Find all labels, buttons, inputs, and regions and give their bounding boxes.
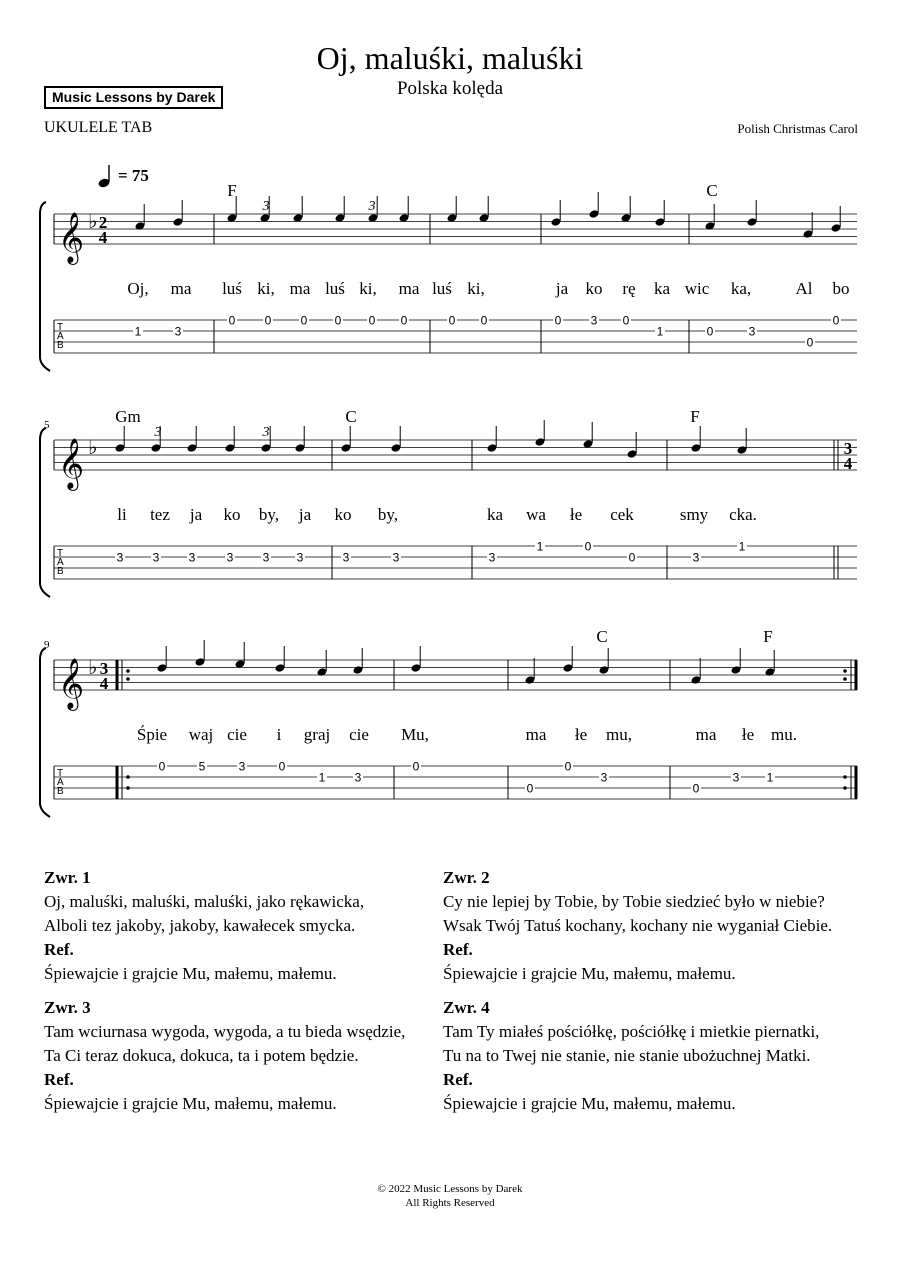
lyric-syllable: ko	[334, 505, 352, 524]
tab-fret-number: 3	[590, 313, 598, 328]
lyric-syllable: ja	[189, 505, 203, 524]
tempo-value: = 75	[118, 166, 149, 185]
tab-fret-number: 1	[738, 539, 746, 554]
lyric-syllable: ma	[289, 279, 311, 298]
tab-clef-letter: T	[57, 768, 64, 779]
repeat-dot	[126, 786, 130, 790]
tab-fret-number: 0	[448, 313, 456, 328]
lyric-syllable: Oj,	[127, 279, 149, 298]
lyric-syllable: Śpie	[136, 725, 168, 744]
verse-line: Oj, maluśki, maluśki, maluśki, jako rękawicka,	[44, 892, 365, 911]
tab-fret-number: 3	[748, 324, 756, 339]
tab-fret-number: 3	[600, 770, 608, 785]
triplet-mark: 3	[262, 199, 270, 214]
tab-fret-number: 3	[392, 550, 400, 565]
refrain-line: Śpiewajcie i grajcie Mu, małemu, małemu.	[44, 1094, 337, 1113]
repeat-dot	[843, 669, 847, 673]
repeat-dot	[126, 669, 130, 673]
lyric-syllable: smy	[679, 505, 709, 524]
tab-clef-letter: B	[57, 340, 64, 351]
tab-fret-number: 0	[806, 335, 814, 350]
verse-line: Tu na to Twej nie stanie, nie stanie ubożuchnej Matki.	[443, 1046, 811, 1065]
lyric-syllable: luś	[432, 279, 452, 298]
chord-symbol: F	[690, 407, 700, 426]
tab-fret-number: 3	[296, 550, 304, 565]
repeat-dot	[843, 677, 847, 681]
tab-fret-number: 0	[628, 550, 636, 565]
tab-fret-number: 5	[198, 759, 206, 774]
chord-symbol: C	[596, 627, 608, 646]
lyric-syllable: ma	[695, 725, 717, 744]
footer	[0, 1182, 900, 1210]
tab-clef-letter: T	[57, 322, 64, 333]
refrain-heading: Ref.	[44, 940, 74, 959]
system-bracket	[40, 202, 50, 371]
verse-heading: Zwr. 1	[44, 868, 91, 887]
lyric-syllable: cek	[610, 505, 634, 524]
tab-fret-number: 3	[488, 550, 496, 565]
verse-line: Tam wciurnasa wygoda, wygoda, a tu bieda wsędzie,	[44, 1022, 406, 1041]
lyric-syllable: ki,	[359, 279, 377, 298]
tab-fret-number: 0	[368, 313, 376, 328]
flat-key-signature-icon: ♭	[88, 209, 98, 233]
tab-fret-number: 3	[262, 550, 270, 565]
lyric-syllable: łe	[569, 505, 583, 524]
lyric-syllable: łe	[574, 725, 588, 744]
tab-fret-number: 3	[238, 759, 246, 774]
tab-fret-number: 0	[554, 313, 562, 328]
tab-fret-number: 3	[692, 550, 700, 565]
tab-clef-letter: A	[57, 331, 64, 342]
verse-1	[44, 866, 444, 986]
flat-key-signature-icon: ♭	[88, 435, 98, 459]
lyric-syllable: rę	[622, 279, 636, 298]
refrain-line: Śpiewajcie i grajcie Mu, małemu, małemu.	[443, 964, 736, 983]
tab-fret-number: 3	[342, 550, 350, 565]
verse-line: Cy nie lepiej by Tobie, by Tobie siedzieć było w niebie?	[443, 892, 825, 911]
tab-fret-number: 0	[158, 759, 166, 774]
lyric-syllable: ma	[398, 279, 420, 298]
refrain-heading: Ref.	[44, 1070, 74, 1089]
tab-fret-number: 3	[116, 550, 124, 565]
tab-fret-number: 0	[278, 759, 286, 774]
lyric-syllable: ka,	[730, 279, 752, 298]
tab-fret-number: 1	[134, 324, 142, 339]
tab-fret-number: 0	[300, 313, 308, 328]
refrain-line: Śpiewajcie i grajcie Mu, małemu, małemu.	[443, 1094, 736, 1113]
repeat-dot	[126, 677, 130, 681]
verse-line: Alboli tez jakoby, jakoby, kawałecek smycka.	[44, 916, 356, 935]
tab-fret-number: 1	[536, 539, 544, 554]
verse-line: Wsak Twój Tatuś kochany, kochany nie wyganiał Ciebie.	[443, 916, 833, 935]
lyric-syllable: ko	[223, 505, 241, 524]
lyric-syllable: by,	[258, 505, 280, 524]
lyric-syllable: graj	[303, 725, 331, 744]
tab-clef-letter: B	[57, 566, 64, 577]
copyright: © 2022 Music Lessons by Darek	[377, 1183, 523, 1195]
triplet-mark: 3	[154, 425, 162, 440]
lyric-syllable: wic	[684, 279, 710, 298]
tab-clef-letter: A	[57, 777, 64, 788]
time-signature-bottom: 4	[98, 228, 108, 247]
lyric-syllable: tez	[150, 505, 170, 524]
lyric-syllable: luś	[222, 279, 242, 298]
page-title: Oj, maluśki, maluśki	[316, 40, 584, 76]
treble-clef-icon: 𝄞	[58, 658, 85, 709]
verse-heading: Zwr. 4	[443, 998, 490, 1017]
lyric-syllable: ma	[525, 725, 547, 744]
tab-fret-number: 3	[732, 770, 740, 785]
tab-fret-number: 0	[832, 313, 840, 328]
tab-fret-number: 0	[334, 313, 342, 328]
measure-number: 9	[44, 639, 50, 651]
tab-fret-number: 1	[318, 770, 326, 785]
lyric-syllable: by,	[377, 505, 399, 524]
lyric-syllable: ja	[555, 279, 569, 298]
chord-symbol: C	[706, 181, 718, 200]
verse-3	[44, 996, 444, 1116]
tab-clef-letter: T	[57, 548, 64, 559]
rights: All Rights Reserved	[405, 1197, 495, 1209]
tab-fret-number: 0	[526, 781, 534, 796]
lyric-syllable: ko	[585, 279, 603, 298]
chord-symbol: C	[345, 407, 357, 426]
tab-fret-number: 0	[400, 313, 408, 328]
refrain-heading: Ref.	[443, 1070, 473, 1089]
time-signature-bottom: 4	[99, 674, 109, 693]
lyric-syllable: cka.	[729, 505, 757, 524]
chord-symbol: F	[227, 181, 237, 200]
lyric-syllable: ki,	[257, 279, 275, 298]
repeat-dot	[843, 786, 847, 790]
tab-clef-letter: A	[57, 557, 64, 568]
lyric-syllable: cie	[349, 725, 369, 744]
repeat-dot	[843, 775, 847, 779]
repeat-dot	[126, 775, 130, 779]
refrain-line: Śpiewajcie i grajcie Mu, małemu, małemu.	[44, 964, 337, 983]
tab-fret-number: 3	[226, 550, 234, 565]
tab-fret-number: 3	[354, 770, 362, 785]
verse-line: Ta Ci teraz dokuca, dokuca, ta i potem będzie.	[44, 1046, 359, 1065]
chord-symbol: F	[763, 627, 773, 646]
lyric-syllable: wa	[526, 505, 546, 524]
lyric-syllable: ki,	[467, 279, 485, 298]
chord-symbol: Gm	[115, 407, 141, 426]
time-signature-top: 3	[99, 659, 109, 678]
lyric-syllable: ka	[486, 505, 504, 524]
system-bracket	[40, 648, 50, 817]
tab-fret-number: 0	[692, 781, 700, 796]
tab-fret-number: 0	[622, 313, 630, 328]
lyric-syllable: bo	[832, 279, 850, 298]
refrain-heading: Ref.	[443, 940, 473, 959]
lyric-syllable: i	[276, 725, 282, 744]
brand-box: Music Lessons by Darek	[44, 86, 223, 109]
lyric-syllable: mu,	[606, 725, 632, 744]
page-subtitle: Polska kolęda	[396, 78, 504, 99]
time-signature-bottom: 4	[843, 454, 853, 473]
verse-heading: Zwr. 3	[44, 998, 91, 1017]
composer-label: Polish Christmas Carol	[737, 121, 858, 136]
measure-number: 5	[44, 419, 50, 431]
lyric-syllable: Mu,	[401, 725, 429, 744]
verse-4	[443, 996, 883, 1116]
lyric-syllable: li	[117, 505, 127, 524]
tab-fret-number: 3	[152, 550, 160, 565]
system-bracket	[40, 428, 50, 597]
tab-fret-number: 1	[766, 770, 774, 785]
treble-clef-icon: 𝄞	[58, 212, 85, 263]
triplet-mark: 3	[262, 425, 270, 440]
flat-key-signature-icon: ♭	[88, 655, 98, 679]
tab-clef-letter: B	[57, 786, 64, 797]
instrument-label: UKULELE TAB	[44, 119, 153, 136]
verse-heading: Zwr. 2	[443, 868, 490, 887]
tab-fret-number: 0	[584, 539, 592, 554]
lyric-syllable: luś	[325, 279, 345, 298]
time-signature-top: 3	[843, 439, 853, 458]
tab-fret-number: 0	[706, 324, 714, 339]
treble-clef-icon: 𝄞	[58, 438, 85, 489]
tab-fret-number: 0	[264, 313, 272, 328]
tab-fret-number: 0	[228, 313, 236, 328]
lyric-syllable: ja	[298, 505, 312, 524]
lyric-syllable: Al	[795, 279, 813, 298]
lyric-syllable: waj	[188, 725, 214, 744]
tab-fret-number: 1	[656, 324, 664, 339]
tab-fret-number: 3	[188, 550, 196, 565]
tab-fret-number: 0	[564, 759, 572, 774]
verse-line: Tam Ty miałeś pościółkę, pościółkę i mietkie piernatki,	[443, 1022, 820, 1041]
triplet-mark: 3	[368, 199, 376, 214]
lyric-syllable: ma	[170, 279, 192, 298]
time-signature-top: 2	[98, 213, 108, 232]
verse-2	[443, 866, 883, 986]
lyric-syllable: ka	[653, 279, 671, 298]
lyric-syllable: cie	[227, 725, 247, 744]
tab-fret-number: 0	[412, 759, 420, 774]
tab-fret-number: 0	[480, 313, 488, 328]
tab-fret-number: 3	[174, 324, 182, 339]
lyric-syllable: mu.	[771, 725, 797, 744]
lyric-syllable: łe	[741, 725, 755, 744]
